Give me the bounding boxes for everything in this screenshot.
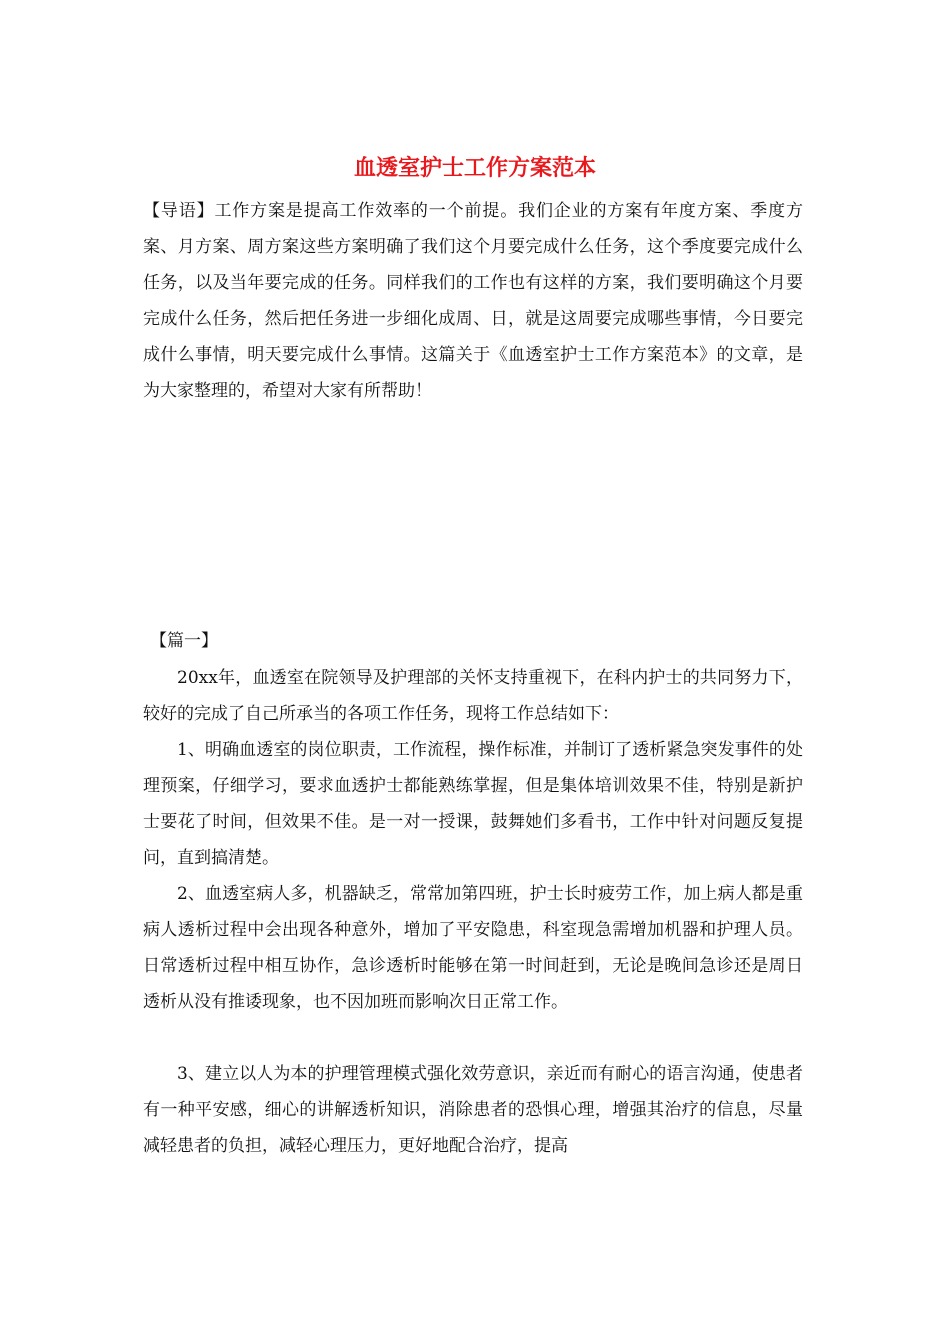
- body-paragraph-intro: 20xx年，血透室在院领导及护理部的关怀支持重视下，在科内护士的共同努力下，较好的完成了自己所承当的各项工作任务，现将工作总结如下：: [143, 668, 803, 724]
- section-heading: 【篇一】: [150, 631, 218, 651]
- intro-paragraph: 【导语】工作方案是提高工作效率的一个前提。我们企业的方案有年度方案、季度方案、月方案、周方案这些方案明确了我们这个月要完成什么任务，这个季度要完成什么任务，以及当年要完成的任务。同样我们的工作也有这样的方案，我们要明确这个月要完成什么任务，然后把任务进一步细化成周、日，就是这周要完成哪些事情，今日要完成什么事情，明天要完成什么事情。这篇关于《血透室护士工作方案范本》的文章，是为大家整理的，希望对大家有所帮助！: [143, 201, 803, 401]
- body-paragraph-3: 3、建立以人为本的护理管理模式强化效劳意识，亲近而有耐心的语言沟通，使患者有一种平安感，细心的讲解透析知识，消除患者的恐惧心理，增强其治疗的信息，尽量减轻患者的负担，减轻心理压力，更好地配合治疗，提高: [143, 1064, 803, 1156]
- body-paragraph-1: 1、明确血透室的岗位职责，工作流程，操作标准，并制订了透析紧急突发事件的处理预案，仔细学习，要求血透护士都能熟练掌握，但是集体培训效果不佳，特别是新护士要花了时间，但效果不佳。是一对一授课，鼓舞她们多看书，工作中针对问题反复提问，直到搞清楚。: [143, 740, 803, 868]
- body-paragraph-2: 2、血透室病人多，机器缺乏，常常加第四班，护士长时疲劳工作，加上病人都是重病人透析过程中会出现各种意外，增加了平安隐患，科室现急需增加机器和护理人员。日常透析过程中相互协作，急诊透析时能够在第一时间赶到，无论是晚间急诊还是周日透析从没有推诿现象，也不因加班而影响次日正常工作。: [143, 884, 803, 1012]
- document-title: 血透室护士工作方案范本: [353, 155, 596, 181]
